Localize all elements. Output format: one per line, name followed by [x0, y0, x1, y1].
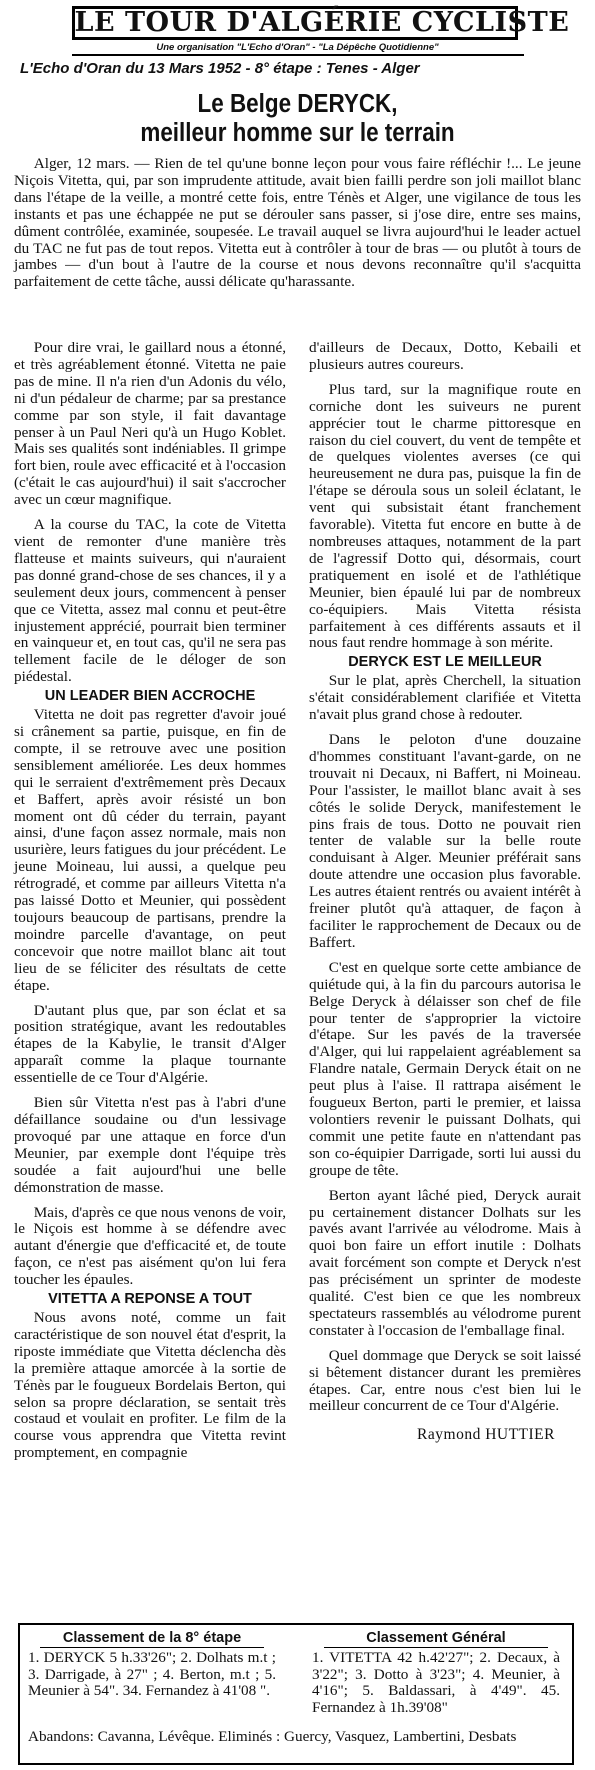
paragraph: C'est en quelque sorte cette ambiance de quiétude qui, à la fin du parcours autorisa le Belge Deryck à délaisser son chef de file pour tenter de s'approprier la victoire d'étape. Sur les pavés de la traversée d'Alger, qui lui rappelaient agréablement sa Flandre natale, Germain Deryck était on ne peut plus à l'aise. Il rattrapa aisément le fougueux Berton, parti le premier, et laissa volontiers revenir le puissant Dolhats, qui commit une petite faute en n'attendant pas son co-équipier Darrigade, sorti lui aussi du groupe de tête.: [309, 958, 581, 1179]
stage-results: [28, 1629, 276, 1700]
paragraph: Sur le plat, après Cherchell, la situation s'était considérablement clarifiée et Vitetta n'avait plus grand chose à redouter.: [309, 672, 581, 724]
paragraph: Dans le peloton d'une douzaine d'hommes constituant l'avant-garde, on ne trouvait ni Decaux, ni Baffert, ni Moineau. Pour l'assister, le maillot blanc avait à ses côtés le solide Deryck, manifestement le pins frais de tous. Dotto ne pouvait rien tenter de valable sur la belle route conduisant à Alger. Meunier préférait sans doute attendre une occasion plus favorable. Les autres étaient rentrés ou avaient intérêt à freiner plutôt qu'à attaquer, de façon à faciliter le rapprochement de Decaux ou de Baffert.: [309, 731, 581, 951]
paragraph: Bien sûr Vitetta n'est pas à l'abri d'une défaillance soudaine ou d'un lessivage provoqué par une attaque en force d'un Meunier, par exemple dont l'équipe très soudée a fait aujourd'hui une belle démonstration de masse.: [14, 1094, 286, 1196]
subheading: UN LEADER BIEN ACCROCHE: [44, 688, 256, 705]
paragraph: Berton ayant lâché pied, Deryck aurait pu certainement distancer Dolhats sur les pavés avant l'arrivée au vélodrome. Mais à quoi bon faire un effort inutile : Dolhats avait forcément son compte et Deryck n'est pas précisément un sprinter de modeste qualité. C'est bien ce que les nombreux spectateurs rassemblés au vélodrome purent constater à l'occasion de l'emballage final.: [309, 1186, 581, 1339]
headline-line-2: meilleur homme sur le terrain: [140, 119, 455, 147]
author-byline: Raymond HUTTIER: [417, 1426, 555, 1444]
masthead-subtitle: Une organisation "L'Echo d'Oran" - "La Dépêche Quotidienne": [72, 41, 524, 56]
subheading: DERYCK EST LE MEILLEUR: [348, 654, 542, 671]
results-box: [18, 1623, 574, 1765]
masthead-title: LE TOUR D'ALGÉRIE CYCLISTE: [72, 6, 518, 40]
paragraph: Nous avons noté, comme un fait caractéristique de son nouvel état d'esprit, la riposte immédiate que Vitetta déclencha dès la première attaque amorcée à la sortie de Ténès par le fougueux Bordelais Berton, qui selon sa propre déclaration, se sentait très costaud et voulait en profiter. Le film de la course vous apprendra que Vitetta revint promptement, en compagnie: [14, 1309, 286, 1462]
general-results-text: 1. VITETTA 42 h.42'27"; 2. Decaux, à 3'22"; 3. Dotto à 3'23"; 4. Meunier, à 4'16"; 5. Baldassari, à 4'49". 45. Fernandez à 1h.39'08": [312, 1649, 560, 1716]
intro-text: Alger, 12 mars. — Rien de tel qu'une bonne leçon pour vous faire réfléchir !... Le jeune Niçois Vitetta, qui, par son imprudente attitude, avait bien failli perdre son joli maillot blanc dans l'étape de la veille, a montré cette fois, entre Ténès et Alger, une vigilance de tous les instants et pas une échappée ne put se dérouler sans passer, si j'ose dire, entre ses mains, dûment contrôlée, examinée, soupesée. Le travail auquel se livra aujourd'hui le leader actuel du TAC ne fut pas de tout repos. Vitetta eut à contrôler à tour de bras — ou plutôt à tours de jambes — d'un bout à l'autre de la course et nous devons reconnaître qu'il s'acquitta parfaitement de cette tâche, aussi délicate qu'harassante.: [14, 155, 581, 291]
paragraph: Plus tard, sur la magnifique route en corniche dont les suiveurs ne purent apprécier tout le charme pittoresque en raison du ciel couvert, du vent de tempête et de quelques violentes averses (ce qui heureusement ne dura pas, puisque la fin de l'étape se déroula sous un soleil éclatant, le vent qui subsistait étant franchement favorable). Vitetta fut encore en butte à de nombreuses attaques, notamment de la part de l'agressif Dotto qui, désormais, court pratiquement en isolé et de l'athlétique Meunier, bien épaulé lui par de nombreux co-équipiers. Mais Vitetta résista parfaitement à ces différents assauts et il nous faut rendre hommage à son mérite.: [309, 380, 581, 652]
intro-paragraph: [14, 156, 581, 291]
headline-line-1: Le Belge DERYCK,: [197, 90, 398, 118]
article-page: [14, 6, 581, 1745]
left-column: [14, 340, 286, 1462]
paragraph: A la course du TAC, la cote de Vitetta vient de remonter d'une manière très flatteuse et maints suiveurs, qui n'auraient pas donné grand-chose de ses chances, il y a seulement deux jours, commencent à penser que ce Vitetta, assez mal connu et peut-être injustement apprécié, pourrait bien terminer en vainqueur et, en tout cas, qu'il ne sera pas tellement facile de le déloger de son piédestal.: [14, 516, 286, 686]
edition-line: L'Echo d'Oran du 13 Mars 1952 - 8° étape : Tenes - Alger: [20, 60, 420, 77]
headline: [48, 90, 547, 148]
stage-results-title: Classement de la 8° étape: [40, 1629, 264, 1648]
right-column: [309, 340, 581, 1444]
abandons-line: Abandons: Cavanna, Lévêque. Eliminés : Guercy, Vasquez, Lambertini, Desbats: [28, 1728, 517, 1745]
masthead: [72, 6, 570, 66]
paragraph: Quel dommage que Deryck se soit laissé si bêtement distancer durant les premières étapes. Car, entre nous c'est bien lui le meilleur concurrent de ce Tour d'Algérie.: [309, 1346, 581, 1415]
general-results-title: Classement Général: [324, 1629, 548, 1648]
paragraph: d'ailleurs de Decaux, Dotto, Kebaili et plusieurs autres coureurs.: [309, 339, 581, 373]
paragraph: Vitetta ne doit pas regretter d'avoir joué si crânement sa partie, puisque, en fin de compte, il se retrouve avec une position sensiblement améliorée. Les deux hommes qui le serraient d'extrêmement près Decaux et Baffert, après avoir résisté un bon moment ont dû céder du terrain, payant ainsi, d'une façon assez normale, mais non usurière, leurs fatigues du jour précédent. Le jeune Moineau, lui aussi, a quelque peu rétrogradé, et comme par ailleurs Vitetta n'a pas laissé Dotto et Meunier, qui possèdent toujours beaucoup de partisans, prendre la moindre parcelle d'avantage, on peut concevoir que notre maillot blanc ait tout lieu de se féliciter des résultats de cette étape.: [14, 706, 286, 994]
subheading: VITETTA A REPONSE A TOUT: [48, 1291, 252, 1308]
stage-results-text: 1. DERYCK 5 h.33'26"; 2. Dolhats m.t ; 3. Darrigade, à 27" ; 4. Berton, m.t ; 5. Meunier à 54". 34. Fernandez à 41'08 ".: [28, 1649, 276, 1700]
paragraph: Pour dire vrai, le gaillard nous a étonné, et très agréablement étonné. Vitetta ne paie pas de mine. Il n'a rien d'un Adonis du vélo, ni d'un pédaleur de charme; par sa prestance comme par son style, il fait davantage penser à un Paul Neri qu'à un Hugo Koblet. Mais ses qualités sont indéniables. Il grimpe fort bien, roule avec efficacité et à l'occasion (c'était le cas aujourd'hui) il sait s'accrocher avec un cœur magnifique.: [14, 339, 286, 509]
general-results: [312, 1629, 560, 1716]
paragraph: D'autant plus que, par son éclat et sa position stratégique, avant les redoutables étapes de la Kabylie, le transit d'Alger apparaît comme la plaque tournante essentielle de ce Tour d'Algérie.: [14, 1001, 286, 1087]
paragraph: Mais, d'après ce que nous venons de voir, le Niçois est homme à se défendre avec autant d'énergie que d'efficacité et, de toute façon, ce n'est pas aisément qu'on lui fera toucher les épaules.: [14, 1203, 286, 1289]
